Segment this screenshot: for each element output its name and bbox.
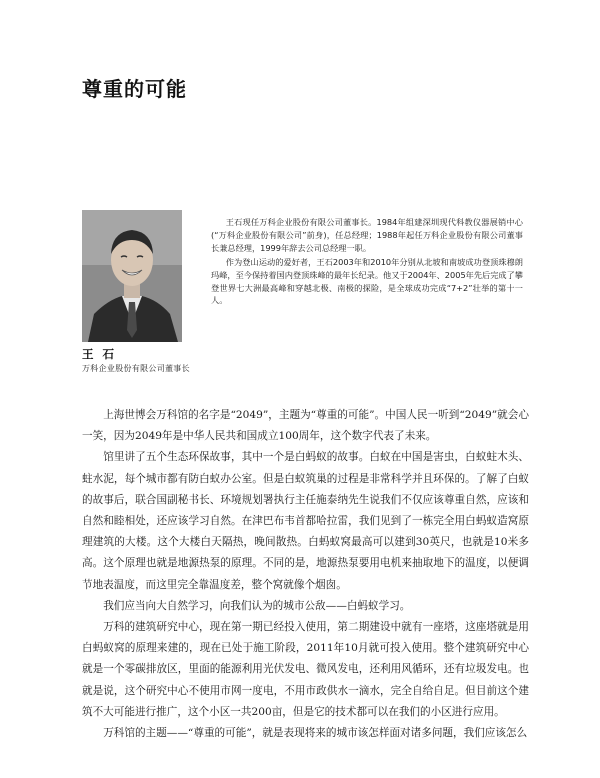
body-paragraph: 上海世博会万科馆的名字是“2049”，主题为“尊重的可能”。中国人民一听到“2049”就会心一笑，因为2049年是中华人民共和国成立100周年，这个数字代表了未来。: [82, 409, 529, 443]
bio-paragraph: 王石现任万科企业股份有限公司董事长。1984年组建深圳现代科教仪器展销中心(“万科企业股份有限公司”前身)，任总经理；1988年起任万科企业股份有限公司董事长兼总经理，1999年辞去公司总经理一职。: [211, 217, 523, 253]
portrait-photo: [82, 210, 182, 342]
person-name: 王石: [82, 347, 123, 361]
profile-bio: [211, 216, 523, 307]
body-paragraph: 万科的建筑研究中心，现在第一期已经投入使用，第二期建设中就有一座塔，这座塔就是用白蚂蚁窝的原理来建的，现在已处于施工阶段，2011年10月就可投入使用。整个建筑研究中心就是一个零碳排放区，里面的能源利用光伏发电、微风发电，还利用风循环，还有垃圾发电。也就是说，这个研究中心不使用市网一度电，不用市政供水一滴水，完全自给自足。但目前这个建筑不大可能进行推广，这个小区一共200亩，但是它的技术都可以在我们的小区进行应用。: [82, 621, 529, 718]
body-paragraph: 我们应当向大自然学习，向我们认为的城市公敌——白蚂蚁学习。: [103, 599, 411, 612]
portrait-figure-icon: [82, 210, 182, 342]
body-paragraph: 馆里讲了五个生态环保故事，其中一个是白蚂蚁的故事。白蚁在中国是害虫，白蚁蛀木头、蛀水泥，每个城市都有防白蚁办公室。但是白蚁筑巢的过程是非常科学并且环保的。了解了白蚁的故事后，联合国副秘书长、环境规划署执行主任施泰纳先生说我们不仅应该尊重自然，应该和自然和睦相处，还应该学习自然。在津巴布韦首都哈拉雷，我们见到了一栋完全用白蚂蚁造窝原理建筑的大楼。这个大楼白天隔热，晚间散热。白蚂蚁窝最高可以建到30英尺，也就是10米多高。这个原理也就是地源热泵的原理。不同的是，地源热泵要用电机来抽取地下的温度，以便调节地表温度，而这里完全靠温度差，整个窝就像个烟囱。: [82, 451, 529, 591]
page-title: 尊重的可能: [82, 77, 187, 101]
person-role: 万科企业股份有限公司董事长: [82, 364, 190, 373]
article-body: [82, 405, 529, 744]
bio-paragraph: 作为登山运动的爱好者，王石2003年和2010年分别从北坡和南坡成功登顶珠穆朗玛峰，至今保持着国内登顶珠峰的最年长纪录。他又于2004年、2005年先后完成了攀登世界七大洲最高峰和穿越北极、南极的探险，是全球成功完成“7+2”壮举的第十一人。: [211, 256, 523, 306]
body-paragraph: 万科馆的主题——“尊重的可能”，就是表现将来的城市该怎样面对诸多问题，我们应该怎么: [103, 727, 528, 740]
